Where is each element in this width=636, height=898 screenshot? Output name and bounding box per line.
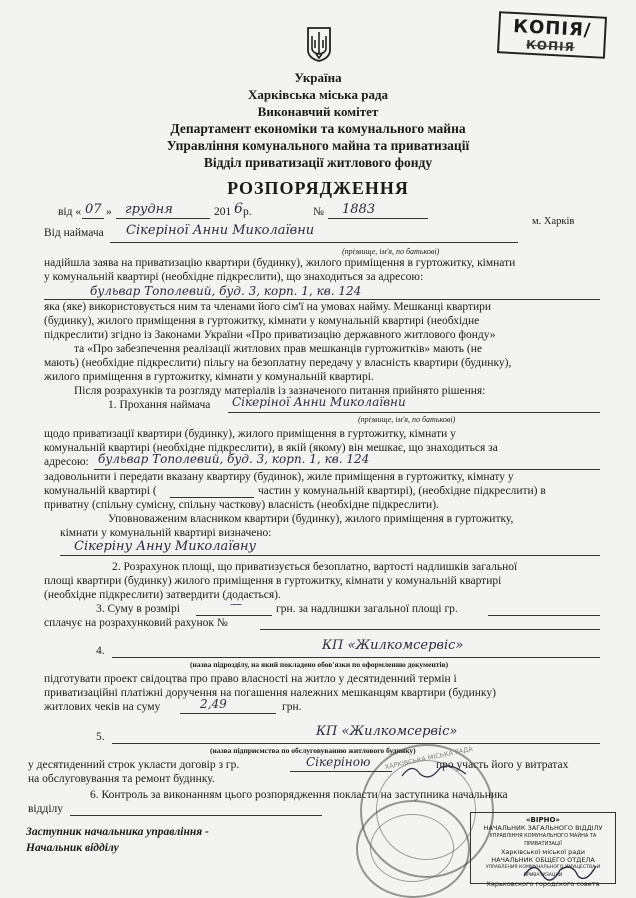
- body-line: надійшла заява на приватизацію квартири (будинку), жилого приміщення в гуртожитку, кімнати: [44, 257, 516, 269]
- employer-label: Від наймача: [44, 227, 104, 239]
- body-line: (будинку), жилого приміщення в гуртожитку, кімнати у комунальній квартирі (необхідне: [44, 315, 480, 327]
- cert-stamp-line: НАЧАЛЬНИК ЗАГАЛЬНОГО ВІДДІЛУ: [483, 824, 603, 832]
- copy-stamp: [497, 11, 607, 59]
- item1-address-handwritten: бульвар Тополевий, буд. 3, корп. 1, кв. 124: [98, 452, 370, 466]
- cert-stamp-line: «ВІРНО»: [526, 816, 560, 824]
- date-mid: »: [106, 206, 112, 218]
- employer-name: Сікеріної Анни Миколаївни: [126, 223, 315, 238]
- body-line: Після розрахунків та розгляду матеріалів із зазначеного питання прийнято рішення:: [74, 385, 486, 397]
- body-line: 6. Контроль за виконанням цього розпорядження покласти на заступника начальника: [90, 789, 508, 801]
- date-year-prefix: 201: [214, 206, 232, 218]
- cert-stamp-line: НАЧАЛЬНИК ОБЩЕГО ОТДЕЛА: [491, 856, 595, 864]
- body-line: 2. Розрахунок площі, що приватизується безоплатно, вартості надлишків загальної: [112, 561, 518, 573]
- header-committee: Виконавчий комітет: [257, 104, 379, 119]
- header-department: Департамент економіки та комунального майна: [170, 121, 466, 136]
- copy-stamp-struck: КОПІЯ: [525, 37, 576, 55]
- date-prefix: від «: [58, 206, 82, 218]
- employer-caption: (прізвище, ім'я, по батькові): [342, 247, 440, 256]
- body-line: Уповноваженим власником квартири (будинку), жилого приміщення в гуртожитку,: [108, 513, 514, 525]
- fio-caption: (прізвище, ім'я, по батькові): [358, 415, 456, 424]
- body-line: кімнати у комунальній квартирі визначено:: [60, 527, 272, 539]
- date-year-digit: 6: [234, 201, 243, 217]
- cert-stamp-line: УПРАВЛЕНИЯ КОММУНАЛЬНОГО ИМУЩЕСТВА И ПРИВАТИЗАЦИИ: [485, 865, 601, 878]
- copy-stamp-text: КОПІЯ/: [512, 15, 592, 42]
- body-line: підкреслити) згідно із Законами України «Про приватизацію державного житлового фонду»: [44, 329, 496, 341]
- body-line: підготувати проект свідоцтва про право власності на житло у десятиденний термін і: [44, 673, 457, 685]
- item5-name-handwritten: Сікеріною: [306, 755, 371, 769]
- body-line: грн. за надлишки загальної площі гр.: [276, 603, 458, 615]
- signatory-title-1: Заступник начальника управління -: [26, 826, 209, 838]
- body-line: житлових чеків на суму: [44, 701, 161, 713]
- document-title: РОЗПОРЯДЖЕННЯ: [227, 178, 409, 198]
- signature-icon: [520, 856, 600, 886]
- body-line: приватну (спільну сумісну, спільну часткову) власність (необхідне підкреслити).: [44, 499, 439, 511]
- body-line: задовольнити і передати вказану квартиру (будинок), жиле приміщення в гуртожитку, кімнату у: [44, 471, 514, 483]
- date-month: грудня: [125, 202, 173, 217]
- date-year-suffix: р.: [243, 206, 252, 218]
- signatory-title-2: Начальник відділу: [26, 842, 119, 854]
- date-day: 07: [85, 202, 102, 217]
- round-seal-lower: [356, 800, 470, 898]
- cert-stamp-line: Харківської міської ради: [500, 848, 586, 856]
- body-line: жилого приміщення в гуртожитку, кімнати у комунальній квартирі.: [44, 371, 374, 383]
- item4-prefix: 4.: [96, 645, 105, 657]
- body-line: та «Про забезпечення реалізації житлових прав мешканців гуртожитків» мають (не: [74, 343, 482, 355]
- item5-caption: (назва підприємства по обслуговуванню житлового будинку): [210, 746, 416, 755]
- item4-sum-handwritten: 2,49: [200, 697, 227, 711]
- cert-stamp-line: УПРАВЛІННЯ КОМУНАЛЬНОГО МАЙНА ТА ПРИВАТИЗАЦІЇ: [489, 833, 597, 847]
- city: м. Харків: [532, 216, 575, 227]
- body-line: яка (яке) використовується ним та членами його сім'ї на умовах найму. Мешканці квартири: [44, 301, 492, 313]
- item1-prefix: 1. Прохання наймача: [108, 399, 211, 411]
- item3-sum-handwritten: —: [230, 597, 242, 611]
- header-country: Україна: [294, 70, 342, 85]
- header-directorate: Управління комунального майна та приватизації: [166, 138, 470, 153]
- header-council: Харківська міська рада: [247, 87, 389, 102]
- body-line: приватизаційні платіжні доручення на погашення належних мешканцям квартири (будинку): [44, 687, 496, 699]
- item5-prefix: 5.: [96, 731, 105, 743]
- body-line: площі квартири (будинку) жилого приміщення в гуртожитку, кімнати у комунальній квартирі: [44, 575, 502, 587]
- document-number: 1883: [342, 202, 376, 217]
- body-line: на обслуговування та ремонт будинку.: [28, 773, 215, 785]
- body-line: щодо приватизації квартири (будинку), жилого приміщення в гуртожитку, кімнати у: [44, 428, 456, 440]
- signature-icon: [400, 760, 470, 784]
- body-line: у десятиденний строк укласти договір з гр.: [28, 759, 240, 771]
- header-division: Відділ приватизації житлового фонду: [203, 155, 433, 170]
- body-line: сплачує на розрахунковий рахунок №: [44, 617, 228, 629]
- number-label: №: [313, 206, 324, 218]
- round-seal-text: ХАРКІВСЬКА МІСЬКА РАДА: [384, 744, 474, 772]
- body-line: комунальній квартирі (необхідне підкреслити), в якій (якому) він мешкає, що знаходиться за: [44, 442, 498, 454]
- body-line: про участь його у витратах: [436, 759, 569, 771]
- item5-handwritten: КП «Жилкомсервіс»: [316, 724, 458, 739]
- body-line: мають) (необхідне підкреслити) пільгу на безоплатну передачу у власність квартири (будинку),: [44, 357, 512, 369]
- coat-of-arms-icon: [306, 26, 332, 62]
- item3-prefix: 3. Суму в розмірі: [96, 603, 180, 615]
- item1-name-handwritten: Сікеріної Анни Миколаївни: [232, 395, 406, 409]
- body-line: частин у комунальній квартирі), (необхідне підкреслити) в: [258, 485, 546, 497]
- item4-handwritten: КП «Жилкомсервіс»: [322, 638, 464, 653]
- address-handwritten: бульвар Тополевий, буд. 3, корп. 1, кв. 124: [90, 284, 362, 298]
- body-line: у комунальній квартирі (необхідне підкреслити), що знаходиться за адресою:: [44, 271, 424, 283]
- body-line: відділу: [28, 803, 64, 815]
- body-line: комунальній квартирі (: [44, 485, 157, 497]
- owner-handwritten: Сікеріну Анну Миколаївну: [74, 539, 257, 554]
- body-line: (необхідне підкреслити) затвердити (додається).: [44, 589, 281, 601]
- body-line: грн.: [282, 701, 302, 713]
- item4-caption: (назва підрозділу, на який покладено обов'язки по оформленню документів): [190, 660, 449, 669]
- body-line: адресою:: [44, 456, 89, 468]
- cert-stamp-line: Харьковского городского совета: [486, 880, 600, 888]
